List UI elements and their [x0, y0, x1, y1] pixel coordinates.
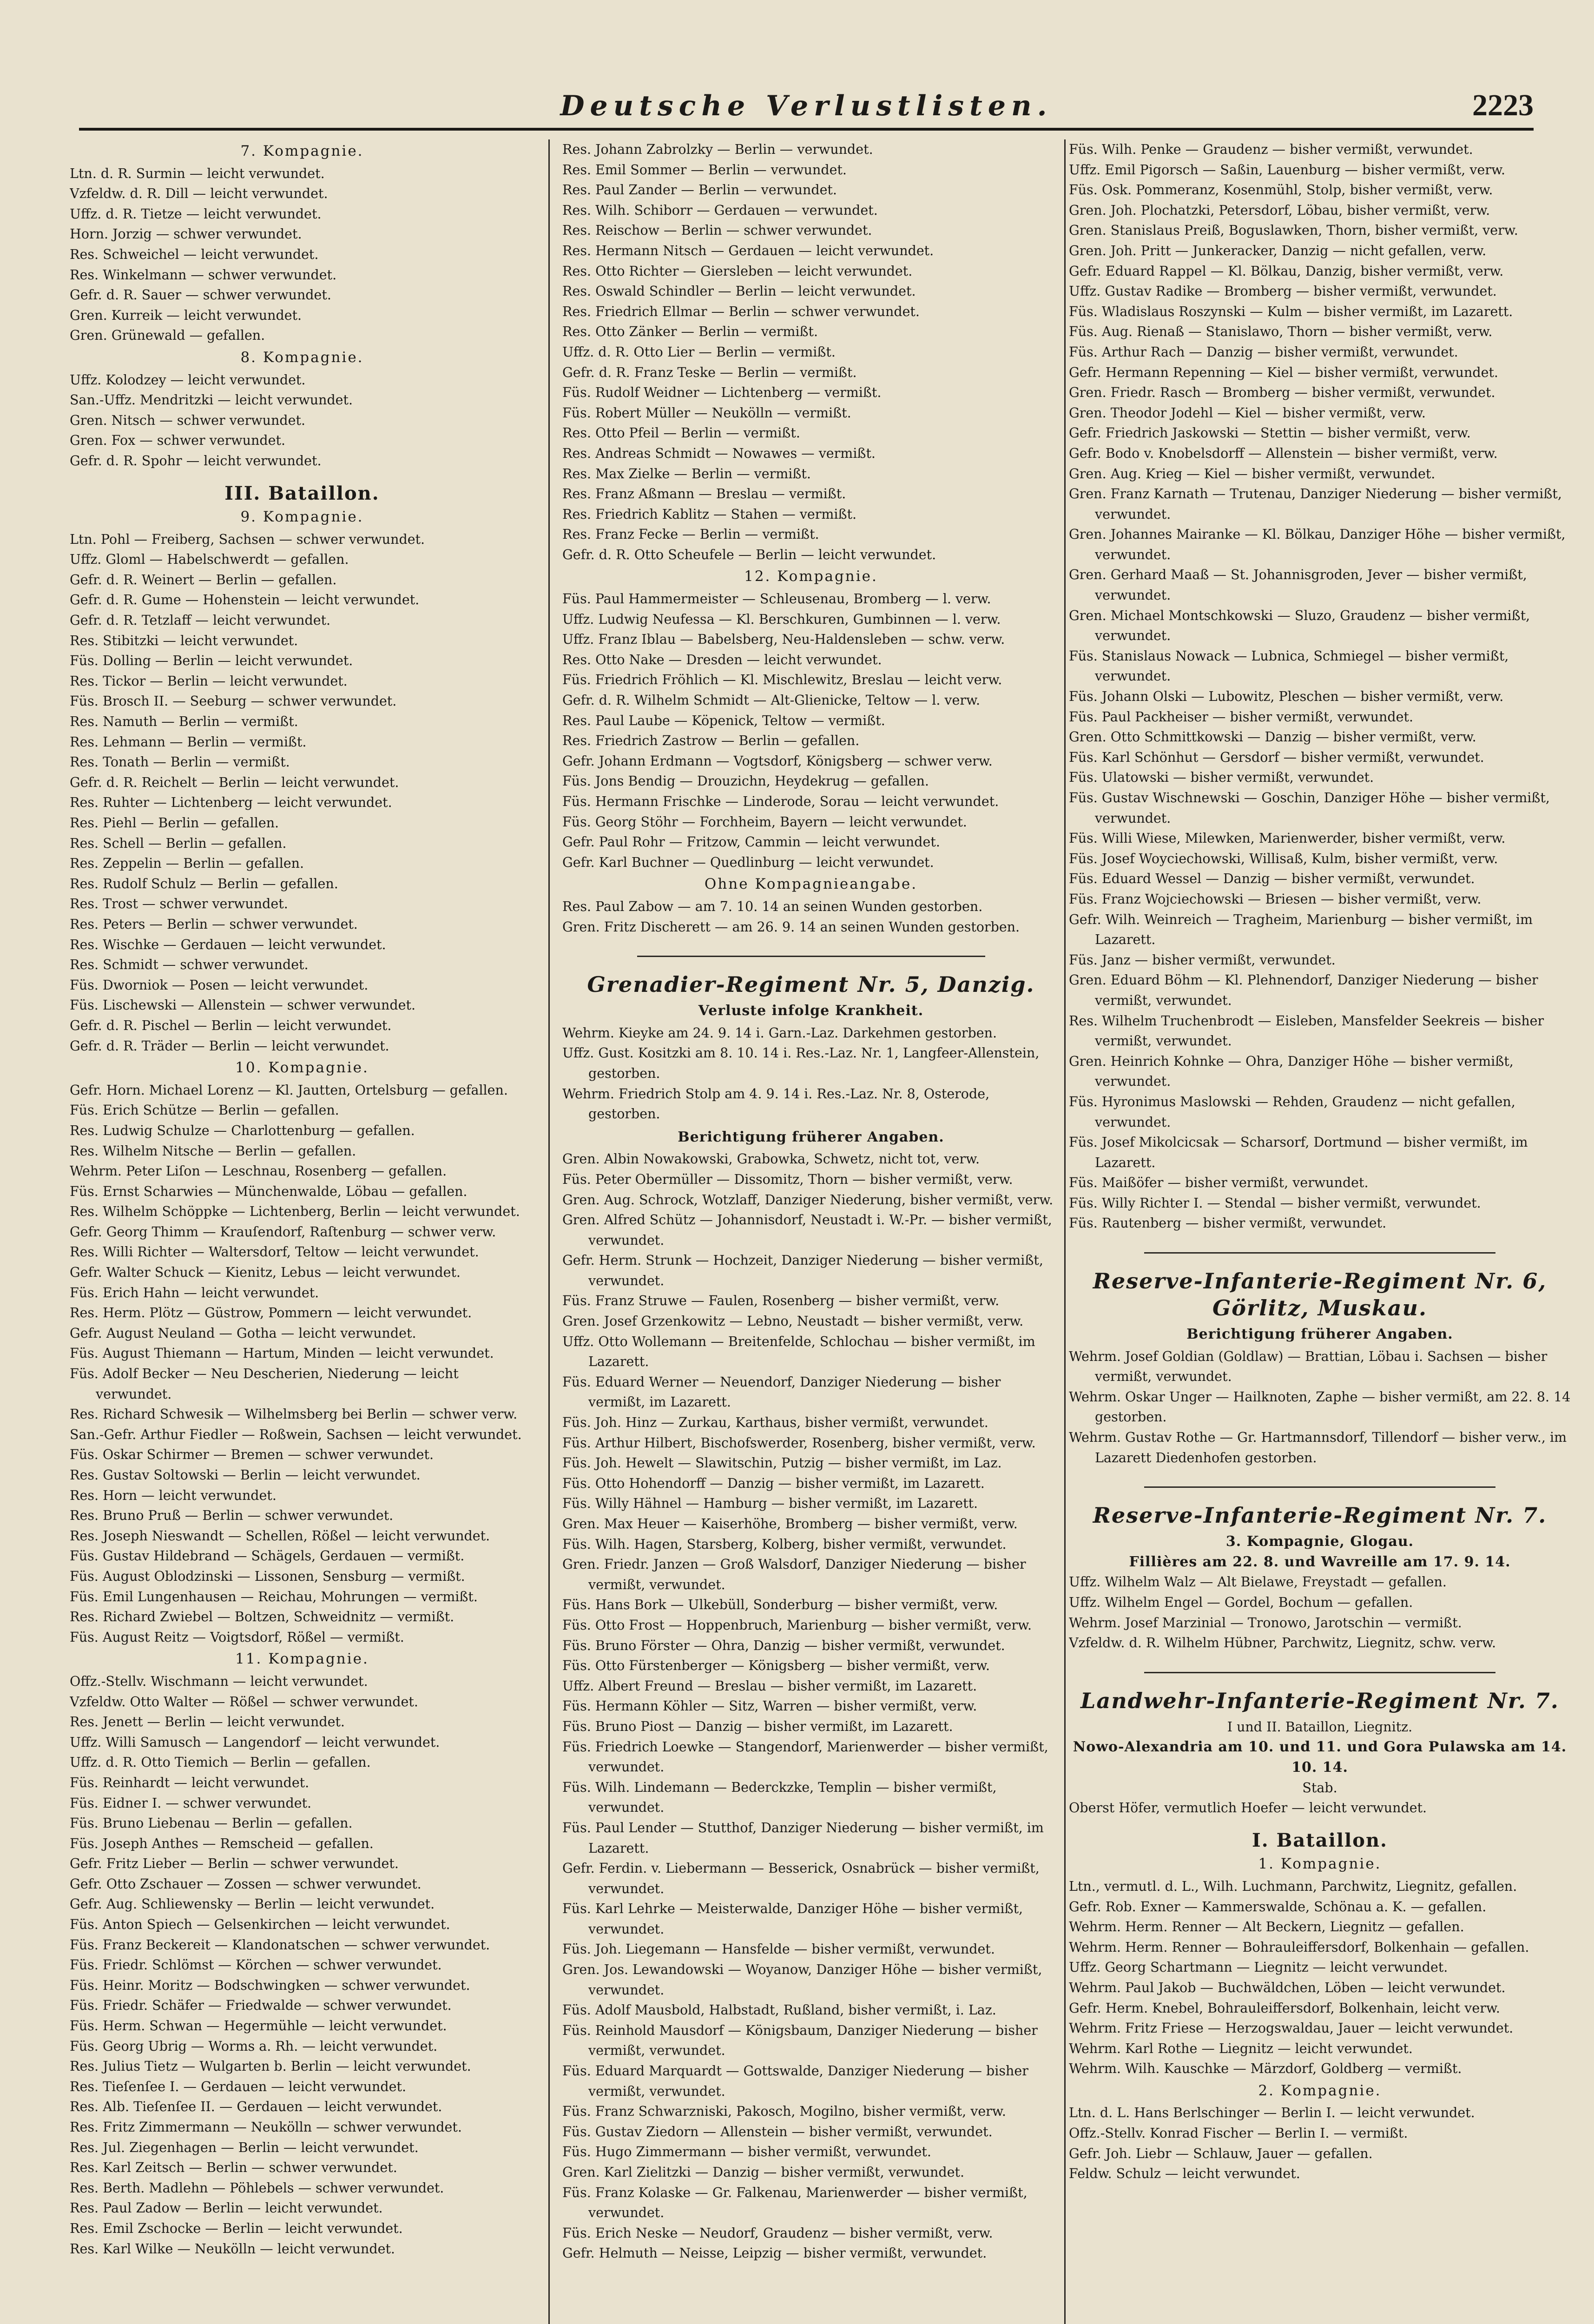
casualty-entry: Gren. Otto Schmittkowski — Danzig — bisher vermißt, verw. — [1069, 729, 1476, 745]
location-line: 3. Kompagnie, Glogau. — [1225, 1533, 1414, 1550]
casualty-entry: Res. Alb. Tieſenſee II. — Gerdauen — leicht verwundet. — [70, 2099, 442, 2115]
casualty-entry: Gren. Albin Nowakowski, Grabowka, Schwetz, nicht tot, verw. — [562, 1151, 980, 1167]
casualty-entry: Wehrm. Paul Jakob — Buchwäldchen, Löben — leicht verwundet. — [1069, 1980, 1506, 1995]
casualty-entry: Ltn. Pohl — Freiberg, Sachsen — schwer verwundet. — [70, 531, 425, 547]
casualty-entry: Gefr. Rob. Exner — Kammerswalde, Schönau a. K. — gefallen. — [1069, 1899, 1487, 1915]
casualty-entry: Res. Tonath — Berlin — vermißt. — [70, 754, 290, 770]
casualty-entry: Gren. Max Heuer — Kaiserhöhe, Bromberg — bisher vermißt, verw. — [562, 1516, 1018, 1532]
casualty-entry: Füs. Reinhold Mausdorf — Königsbaum, Danziger Niederung — bisher vermißt, verwundet. — [562, 2022, 1038, 2059]
casualty-entry: Gren. Heinrich Kohnke — Ohra, Danziger Höhe — bisher vermißt, verwundet. — [1069, 1053, 1514, 1089]
casualty-entry: Füs. Franz Schwarzniski, Pakosch, Mogilno, bisher vermißt, verw. — [562, 2104, 1006, 2119]
casualty-entry: Res. Hermann Nitsch — Gerdauen — leicht verwundet. — [562, 243, 934, 258]
casualty-entry: Gren. Franz Karnath — Trutenau, Danziger Niederung — bisher vermißt, verwundet. — [1069, 486, 1562, 522]
casualty-entry: Gren. Fox — schwer verwundet. — [70, 433, 286, 449]
casualty-entry: Füs. Robert Müller — Neukölln — vermißt. — [562, 405, 851, 421]
casualty-entry: Res. Otto Nake — Dresden — leicht verwundet. — [562, 652, 882, 667]
casualty-entry: Uffz. Franz Iblau — Babelsberg, Neu-Haldensleben — schw. verw. — [562, 632, 1005, 647]
company-heading: 7. Kompagnie. — [240, 143, 364, 159]
casualty-entry: Gren. Aug. Krieg — Kiel — bisher vermißt, verwundet. — [1069, 466, 1436, 482]
casualty-entry: Gren. Friedr. Janzen — Groß Walsdorf, Danziger Niederung — bisher vermißt, verwundet. — [562, 1557, 1026, 1592]
casualty-entry: Füs. Brosch II. — Seeburg — schwer verwundet. — [70, 693, 397, 709]
location-line: Fillières am 22. 8. und Wavreille am 17. 9. 14. — [1129, 1553, 1511, 1570]
regiment-heading: Landwehr-Infanterie-Regiment Nr. 7. — [1080, 1688, 1559, 1713]
casualty-entry: Uffz. Gust. Kositzki am 8. 10. 14 i. Res.-Laz. Nr. 1, Langfeer-Allenstein, gestorben. — [562, 1045, 1040, 1081]
casualty-entry: Gefr. Walter Schuck — Kienitz, Lebus — leicht verwundet. — [70, 1265, 461, 1281]
casualty-entry: Res. Zeppelin — Berlin — gefallen. — [70, 856, 304, 872]
company-heading: 1. Kompagnie. — [1258, 1855, 1382, 1873]
casualty-entry: Füs. Franz Struwe — Faulen, Rosenberg — bisher vermißt, verw. — [562, 1293, 1000, 1309]
casualty-entry: Füs. Wilh. Penke — Graudenz — bisher vermißt, verwundet. — [1069, 142, 1473, 157]
casualty-entry: Füs. Karl Schönhut — Gersdorf — bisher vermißt, verwundet. — [1069, 749, 1484, 765]
casualty-entry: Gren. Johannes Mairanke — Kl. Bölkau, Danziger Höhe — bisher vermißt, verwundet. — [1069, 527, 1566, 562]
casualty-entry: Füs. Eduard Wessel — Danzig — bisher vermißt, verwundet. — [1069, 871, 1475, 887]
casualty-entry: Füs. Josef Mikolcicsak — Scharsorf, Dortmund — bisher vermißt, im Lazarett. — [1069, 1135, 1528, 1170]
casualty-entry: Füs. Oskar Schirmer — Bremen — schwer verwundet. — [70, 1447, 434, 1463]
casualty-entry: Res. Tickor — Berlin — leicht verwundet. — [70, 673, 348, 689]
casualty-entry: Füs. Ernst Scharwies — Münchenwalde, Löbau — gefallen. — [70, 1183, 468, 1199]
location-line: Nowo-Alexandria am 10. und 11. und Gora Pulawska am 14. 10. 14. — [1073, 1739, 1567, 1776]
casualty-entry: Res. Otto Richter — Giersleben — leicht verwundet. — [562, 263, 913, 279]
casualty-entry: Gefr. Johann Erdmann — Vogtsdorf, Königsberg — schwer verw. — [562, 753, 993, 769]
casualty-entry: Res. Friedrich Zastrow — Berlin — gefallen. — [562, 733, 860, 749]
casualty-entry: Ltn. d. R. Surmin — leicht verwundet. — [70, 165, 325, 181]
casualty-entry: Wehrm. Friedrich Stolp am 4. 9. 14 i. Res.-Laz. Nr. 8, Osterode, gestorben. — [562, 1086, 990, 1122]
casualty-entry: Ltn., vermutl. d. L., Wilh. Luchmann, Parchwitz, Liegnitz, gefallen. — [1069, 1878, 1517, 1894]
casualty-entry: Res. Andreas Schmidt — Nowawes — vermißt. — [562, 445, 876, 461]
casualty-entry: Gren. Gerhard Maaß — St. Johannisgroden, Jever — bisher vermißt, verwundet. — [1069, 567, 1527, 603]
casualty-entry: Füs. Johann Olski — Lubowitz, Pleschen — bisher vermißt, verw. — [1069, 689, 1504, 705]
casualty-entry: Res. Lehmann — Berlin — vermißt. — [70, 734, 307, 750]
casualty-entry: Uffz. d. R. Tietze — leicht verwundet. — [70, 206, 322, 222]
casualty-entry: Füs. August Reitz — Voigtsdorf, Rößel — vermißt. — [70, 1629, 404, 1645]
casualty-entry: Wehrm. Karl Rothe — Liegnitz — leicht verwundet. — [1069, 2040, 1413, 2056]
casualty-entry: Füs. Franz Beckereit — Klandonatschen — schwer verwundet. — [70, 1937, 490, 1953]
casualty-entry: Füs. Gustav Hildebrand — Schägels, Gerdauen — vermißt. — [70, 1548, 465, 1564]
casualty-entry: Res. Richard Schwesik — Wilhelmsberg bei Berlin — schwer verw. — [70, 1406, 518, 1422]
casualty-entry: Füs. Erich Hahn — leicht verwundet. — [70, 1285, 319, 1301]
casualty-entry: Füs. Paul Lender — Stutthof, Danziger Niederung — bisher vermißt, im Lazarett. — [562, 1820, 1044, 1856]
casualty-entry: Uffz. Ludwig Neufessa — Kl. Berschkuren, Gumbinnen — l. verw. — [562, 611, 1001, 627]
casualty-entry: Res. Rudolf Schulz — Berlin — gefallen. — [70, 876, 338, 891]
casualty-entry: Res. Willi Richter — Waltersdorf, Teltow — leicht verwundet. — [70, 1244, 479, 1260]
casualty-entry: Gefr. Friedrich Jaskowski — Stettin — bisher vermißt, verw. — [1069, 425, 1471, 441]
casualty-entry: Füs. Paul Packheiser — bisher vermißt, verwundet. — [1069, 709, 1414, 725]
casualty-entry: Res. Peters — Berlin — schwer verwundet. — [70, 916, 358, 932]
casualty-entry: Res. Herm. Plötz — Güstrow, Pommern — leicht verwundet. — [70, 1305, 472, 1321]
casualty-entry: Res. Reischow — Berlin — schwer verwundet. — [562, 223, 872, 238]
company-heading: 10. Kompagnie. — [235, 1059, 369, 1076]
casualty-entry: Füs. Willy Richter I. — Stendal — bisher vermißt, verwundet. — [1069, 1195, 1481, 1211]
casualty-entry: Res. Friedrich Ellmar — Berlin — schwer verwundet. — [562, 304, 920, 319]
casualty-entry: San.-Gefr. Arthur Fiedler — Roßwein, Sachsen — leicht verwundet. — [70, 1426, 522, 1442]
casualty-entry: Res. Wilhelm Nitsche — Berlin — gefallen. — [70, 1143, 356, 1159]
casualty-entry: Füs. Otto Hohendorff — Danzig — bisher vermißt, im Lazarett. — [562, 1475, 985, 1491]
casualty-entry: Res. Berth. Madlehn — Pöhlebels — schwer verwundet. — [70, 2180, 444, 2196]
casualty-entry: Füs. Arthur Hilbert, Bischofswerder, Rosenberg, bisher vermißt, verw. — [562, 1435, 1036, 1451]
casualty-entry: Füs. Gustav Ziedorn — Allenstein — bisher vermißt, verwundet. — [562, 2124, 993, 2139]
casualty-entry: Gren. Fritz Discherett — am 26. 9. 14 an seinen Wunden gestorben. — [562, 919, 1020, 935]
casualty-entry: Füs. Herm. Schwan — Hegermühle — leicht verwundet. — [70, 2018, 447, 2034]
casualty-entry: Füs. Eduard Marquardt — Gottswalde, Danziger Niederung — bisher vermißt, verwundet. — [562, 2063, 1028, 2099]
casualty-entry: Füs. Hermann Frischke — Linderode, Sorau — leicht verwundet. — [562, 794, 999, 809]
casualty-entry: Res. Johann Zabrolzky — Berlin — verwundet. — [562, 142, 873, 157]
casualty-entry: Füs. Friedrich Loewke — Stangendorf, Marienwerder — bisher vermißt, verwundet. — [562, 1739, 1048, 1775]
casualty-entry: Uffz. Wilhelm Engel — Gordel, Bochum — gefallen. — [1069, 1595, 1413, 1610]
regiment-heading: Reserve-Infanterie-Regiment Nr. 7. — [1093, 1503, 1547, 1528]
casualty-entry: Füs. Joseph Anthes — Remscheid — gefallen. — [70, 1835, 374, 1851]
casualty-entry: Res. Jul. Ziegenhagen — Berlin — leicht verwundet. — [70, 2139, 419, 2155]
casualty-entry: Ltn. d. L. Hans Berlschinger — Berlin I. — leicht verwundet. — [1069, 2105, 1475, 2121]
casualty-entry: Uffz. d. R. Otto Tiemich — Berlin — gefallen. — [70, 1755, 371, 1770]
column-3 — [1069, 139, 1571, 2324]
casualty-entry: Uffz. d. R. Otto Lier — Berlin — vermißt. — [562, 344, 836, 360]
casualty-entry: Gren. Michael Montschkowski — Sluzo, Graudenz — bisher vermißt, verwundet. — [1069, 607, 1530, 644]
casualty-entry: Gefr. Bodo v. Knobelsdorff — Allenstein — bisher vermißt, verw. — [1069, 445, 1498, 461]
casualty-entry: Res. Trost — schwer verwundet. — [70, 896, 288, 912]
casualty-entry: Uffz. Willi Samusch — Langendorf — leicht verwundet. — [70, 1734, 440, 1750]
casualty-entry: Res. Paul Zadow — Berlin — leicht verwundet. — [70, 2200, 383, 2216]
casualty-entry: Füs. Joh. Hewelt — Slawitschin, Putzig — bisher vermißt, im Laz. — [562, 1455, 1002, 1471]
casualty-entry: Füs. Georg Stöhr — Forchheim, Bayern — leicht verwundet. — [562, 814, 967, 830]
casualty-entry: Gefr. Wilh. Weinreich — Tragheim, Marienburg — bisher vermißt, im Lazarett. — [1069, 911, 1533, 948]
battalion-heading: I. Bataillon. — [1252, 1829, 1388, 1851]
casualty-entry: Res. Jenett — Berlin — leicht verwundet. — [70, 1714, 345, 1730]
casualty-entry: Füs. Erich Schütze — Berlin — gefallen. — [70, 1103, 339, 1118]
casualty-entry: Füs. Lischewski — Allenstein — schwer verwundet. — [70, 997, 416, 1013]
casualty-entry: Füs. Adolf Mausbold, Halbstadt, Rußland, bisher vermißt, i. Laz. — [562, 2002, 996, 2018]
casualty-entry: Gefr. d. R. Tetzlaff — leicht verwundet. — [70, 613, 331, 628]
casualty-entry: Gefr. d. R. Otto Scheufele — Berlin — leicht verwundet. — [562, 547, 936, 562]
casualty-entry: Füs. Ulatowski — bisher vermißt, verwundet. — [1069, 770, 1374, 786]
section-divider — [637, 956, 985, 957]
casualty-entry: Gefr. d. R. Gume — Hohenstein — leicht verwundet. — [70, 592, 420, 608]
casualty-entry: Füs. Bruno Piost — Danzig — bisher vermißt, im Lazarett. — [562, 1718, 953, 1734]
page-number: 2223 — [1472, 88, 1534, 122]
casualty-entry: Füs. Reinhardt — leicht verwundet. — [70, 1775, 310, 1790]
casualty-entry: Res. Fritz Zimmermann — Neukölln — schwer verwundet. — [70, 2119, 462, 2135]
casualty-entry: Füs. Heinr. Moritz — Bodschwingken — schwer verwundet. — [70, 1977, 470, 1993]
company-heading: 9. Kompagnie. — [240, 508, 364, 526]
casualty-entry: Res. Emil Sommer — Berlin — verwundet. — [562, 162, 847, 178]
casualty-entry: Res. Piehl — Berlin — gefallen. — [70, 815, 279, 831]
casualty-entry: Füs. Arthur Rach — Danzig — bisher vermißt, verwundet. — [1069, 344, 1458, 360]
casualty-entry: Füs. Maißöfer — bisher vermißt, verwundet. — [1069, 1175, 1369, 1191]
casualty-entry: Res. Franz Fecke — Berlin — vermißt. — [562, 527, 819, 542]
casualty-entry: Füs. Friedrich Fröhlich — Kl. Mischlewitz, Breslau — leicht verw. — [562, 672, 1002, 688]
casualty-entry: Offz.-Stellv. Konrad Fischer — Berlin I. — vermißt. — [1069, 2126, 1408, 2141]
casualty-entry: Gefr. Herm. Knebel, Bohrauleiffersdorf, Bolkenhain, leicht verw. — [1069, 2000, 1500, 2016]
casualty-entry: Gefr. Horn. Michael Lorenz — Kl. Jautten, Ortelsburg — gefallen. — [70, 1082, 508, 1098]
casualty-entry: Gefr. d. R. Wilhelm Schmidt — Alt-Glienicke, Teltow — l. verw. — [562, 693, 981, 708]
casualty-entry: Uffz. Kolodzey — leicht verwundet. — [70, 372, 306, 388]
casualty-entry: Füs. Otto Fürstenberger — Königsberg — bisher vermißt, verw. — [562, 1658, 990, 1674]
casualty-entry: Res. Paul Zabow — am 7. 10. 14 an seinen Wunden gestorben. — [562, 898, 983, 914]
casualty-entry: Res. Schell — Berlin — gefallen. — [70, 835, 287, 851]
casualty-entry: Gefr. Herm. Strunk — Hochzeit, Danziger Niederung — bisher vermißt, verwundet. — [562, 1253, 1043, 1288]
company-heading: 12. Kompagnie. — [744, 568, 878, 585]
casualty-entry: Füs. Peter Obermüller — Dissomitz, Thorn — bisher vermißt, verw. — [562, 1171, 1013, 1187]
casualty-entry: Res. Oswald Schindler — Berlin — leicht verwundet. — [562, 284, 916, 299]
casualty-entry: Res. Otto Zänker — Berlin — vermißt. — [562, 324, 818, 340]
section-divider — [1144, 1252, 1495, 1254]
casualty-entry: Uffz. Otto Wollemann — Breitenfelde, Schlochau — bisher vermißt, im Lazarett. — [562, 1334, 1035, 1370]
casualty-entry: Res. Stibitzki — leicht verwundet. — [70, 633, 298, 648]
section-heading: Berichtigung früherer Angaben. — [678, 1129, 944, 1145]
casualty-entry: Wehrm. Peter Liſon — Leschnau, Rosenberg — gefallen. — [70, 1163, 447, 1179]
casualty-entry: Uffz. Gustav Radike — Bromberg — bisher vermißt, verwundet. — [1069, 284, 1497, 299]
casualty-entry: Gren. Karl Zielitzki — Danzig — bisher vermißt, verwundet. — [562, 2165, 965, 2180]
section-divider — [1144, 1486, 1495, 1488]
casualty-entry: Füs. Josef Woyciechowski, Willisaß, Kulm, bisher vermißt, verw. — [1069, 851, 1498, 866]
casualty-entry: Vzfeldw. d. R. Dill — leicht verwundet. — [70, 186, 328, 202]
casualty-entry: Gefr. d. R. Weinert — Berlin — gefallen. — [70, 572, 337, 588]
casualty-entry: Wehrm. Fritz Friese — Herzogswaldau, Jauer — leicht verwundet. — [1069, 2020, 1514, 2036]
casualty-entry: Res. Wilhelm Truchenbrodt — Eisleben, Mansfelder Seekreis — bisher vermißt, verwundet. — [1069, 1013, 1544, 1049]
casualty-entry: Füs. Joh. Hinz — Zurkau, Karthaus, bisher vermißt, verwundet. — [562, 1415, 988, 1431]
casualty-entry: Gren. Joh. Pritt — Junkeracker, Danzig — nicht gefallen, verw. — [1069, 243, 1487, 258]
casualty-entry: Wehrm. Wilh. Kauschke — Märzdorf, Goldberg — vermißt. — [1069, 2061, 1462, 2077]
casualty-entry: Gren. Eduard Böhm — Kl. Plehnendorf, Danziger Niederung — bisher vermißt, verwundet. — [1069, 972, 1538, 1008]
casualty-entry: Oberst Höfer, vermutlich Hoefer — leicht verwundet. — [1069, 1800, 1427, 1816]
casualty-entry: Res. Richard Zwiebel — Boltzen, Schweidnitz — vermißt. — [70, 1609, 454, 1625]
casualty-entry: Res. Tieſenſee I. — Gerdauen — leicht verwundet. — [70, 2079, 407, 2094]
casualty-entry: Res. Schmidt — schwer verwundet. — [70, 957, 309, 973]
casualty-entry: Füs. Jons Bendig — Drouzichn, Heydekrug — gefallen. — [562, 773, 929, 789]
casualty-entry: Offz.-Stellv. Wischmann — leicht verwundet. — [70, 1673, 368, 1689]
casualty-entry: Füs. Erich Neske — Neudorf, Graudenz — bisher vermißt, verw. — [562, 2225, 993, 2241]
casualty-entry: Res. Bruno Pruß — Berlin — schwer verwundet. — [70, 1508, 394, 1524]
casualty-entry: Horn. Jorzig — schwer verwundet. — [70, 226, 302, 242]
casualty-entry: Res. Emil Zschocke — Berlin — leicht verwundet. — [70, 2220, 403, 2236]
section-heading: Berichtigung früherer Angaben. — [1186, 1326, 1453, 1343]
casualty-entry: Res. Franz Aßmann — Breslau — vermißt. — [562, 486, 846, 502]
casualty-entry: Uffz. Albert Freund — Breslau — bisher vermißt, im Lazarett. — [562, 1678, 977, 1694]
casualty-entry: Res. Friedrich Kablitz — Stahen — vermißt. — [562, 506, 857, 522]
casualty-entry: Füs. Janz — bisher vermißt, verwundet. — [1069, 952, 1336, 968]
company-heading: 11. Kompagnie. — [235, 1651, 369, 1668]
casualty-entry: Res. Gustav Soltowski — Berlin — leicht verwundet. — [70, 1467, 421, 1483]
casualty-entry: Füs. Georg Ubrig — Worms a. Rh. — leicht verwundet. — [70, 2038, 438, 2054]
casualty-entry: Res. Schweichel — leicht verwundet. — [70, 246, 319, 262]
casualty-entry: Res. Ruhter — Lichtenberg — leicht verwundet. — [70, 795, 392, 811]
casualty-entry: Res. Paul Zander — Berlin — verwundet. — [562, 182, 837, 198]
regiment-heading: Grenadier-Regiment Nr. 5, Danzig. — [587, 972, 1035, 997]
casualty-entry: Wehrm. Kieyke am 24. 9. 14 i. Garn.-Laz. Darkehmen gestorben. — [562, 1025, 997, 1041]
casualty-entry: Füs. Bruno Liebenau — Berlin — gefallen. — [70, 1816, 353, 1831]
section-heading: Verluste infolge Krankheit. — [698, 1003, 924, 1019]
casualty-entry: Res. Wilh. Schiborr — Gerdauen — verwundet. — [562, 202, 878, 218]
casualty-entry: Res. Karl Zeitsch — Berlin — schwer verwundet. — [70, 2160, 397, 2176]
casualty-entry: Gefr. Joh. Liebr — Schlauw, Jauer — gefallen. — [1069, 2146, 1373, 2161]
casualty-entry: Gefr. August Neuland — Gotha — leicht verwundet. — [70, 1325, 416, 1341]
casualty-entry: San.-Uffz. Mendritzki — leicht verwundet. — [70, 392, 353, 408]
casualty-entry: Füs. Paul Hammermeister — Schleusenau, Bromberg — l. verw. — [562, 591, 991, 607]
casualty-entry: Füs. Hermann Köhler — Sitz, Warren — bisher vermißt, verw. — [562, 1698, 977, 1714]
casualty-entry: Res. Namuth — Berlin — vermißt. — [70, 714, 298, 730]
casualty-entry: Gren. Nitsch — schwer verwundet. — [70, 412, 306, 428]
casualty-entry: Res. Max Zielke — Berlin — vermißt. — [562, 466, 811, 482]
column-2 — [562, 139, 1060, 2324]
casualty-entry: Füs. Wladislaus Roszynski — Kulm — bisher vermißt, im Lazarett. — [1069, 304, 1513, 319]
casualty-entry: Gefr. d. R. Sauer — schwer verwundet. — [70, 287, 331, 303]
casualty-entry: Gefr. d. R. Pischel — Berlin — leicht verwundet. — [70, 1017, 392, 1033]
casualty-entry: Vzfeldw. Otto Walter — Rößel — schwer verwundet. — [70, 1694, 418, 1710]
casualty-entry: Wehrm. Oskar Unger — Hailknoten, Zaphe — bisher vermißt, am 22. 8. 14 gestorben. — [1069, 1389, 1571, 1425]
casualty-entry: Res. Otto Pfeil — Berlin — vermißt. — [562, 425, 800, 441]
casualty-entry: Gefr. Aug. Schliewensky — Berlin — leicht verwundet. — [70, 1896, 435, 1912]
battalion-heading: III. Bataillon. — [224, 482, 380, 504]
column-divider — [548, 139, 550, 2324]
casualty-entry: Gefr. Eduard Rappel — Kl. Bölkau, Danzig, bisher vermißt, verw. — [1069, 263, 1504, 279]
casualty-entry: Füs. Wilh. Hagen, Starsberg, Kolberg, bisher vermißt, verwundet. — [562, 1536, 1007, 1552]
casualty-entry: Füs. Gustav Wischnewski — Goschin, Danziger Höhe — bisher vermißt, verwundet. — [1069, 790, 1550, 826]
casualty-entry: Gefr. Georg Thimm — Krauſendorf, Raſtenburg — schwer verw. — [70, 1224, 496, 1240]
column-divider — [1064, 139, 1066, 2324]
casualty-entry: Füs. Karl Lehrke — Meisterwalde, Danziger Höhe — bisher vermißt, verwundet. — [562, 1901, 1023, 1937]
casualty-entry: Uffz. Wilhelm Walz — Alt Bielawe, Freystadt — gefallen. — [1069, 1574, 1447, 1590]
casualty-entry: Gren. Friedr. Rasch — Bromberg — bisher vermißt, verwundet. — [1069, 385, 1495, 401]
casualty-entry: Füs. Eidner I. — schwer verwundet. — [70, 1795, 312, 1811]
casualty-entry: Wehrm. Josef Marzinial — Tronowo, Jarotschin — vermißt. — [1069, 1615, 1462, 1631]
casualty-entry: Gefr. d. R. Spohr — leicht verwundet. — [70, 453, 322, 469]
casualty-entry: Res. Wischke — Gerdauen — leicht verwundet. — [70, 937, 386, 952]
casualty-entry: Gren. Joh. Plochatzki, Petersdorf, Löbau, bisher vermißt, verw. — [1069, 202, 1490, 218]
casualty-entry: Füs. Rautenberg — bisher vermißt, verwundet. — [1069, 1215, 1387, 1231]
casualty-entry: Res. Ludwig Schulze — Charlottenburg — gefallen. — [70, 1122, 415, 1138]
casualty-entry: Füs. Osk. Pommeranz, Kosenmühl, Stolp, bisher vermißt, verw. — [1069, 182, 1493, 198]
casualty-entry: Res. Horn — leicht verwundet. — [70, 1487, 277, 1503]
casualty-entry: Füs. Hugo Zimmermann — bisher vermißt, verwundet. — [562, 2144, 931, 2160]
casualty-entry: Wehrm. Gustav Rothe — Gr. Hartmannsdorf, Tillendorf — bisher verw., im Lazarett Diedenhofen gestorben. — [1069, 1430, 1567, 1466]
casualty-entry: Füs. Franz Wojciechowski — Briesen — bisher vermißt, verw. — [1069, 891, 1482, 907]
casualty-entry: Gefr. Helmuth — Neisse, Leipzig — bisher vermißt, verwundet. — [562, 2245, 987, 2261]
casualty-entry: Gefr. Hermann Repenning — Kiel — bisher vermißt, verwundet. — [1069, 364, 1498, 380]
casualty-entry: Füs. Willy Hähnel — Hamburg — bisher vermißt, im Lazarett. — [562, 1496, 978, 1512]
column-1 — [70, 139, 534, 2324]
casualty-entry: Uffz. Georg Schartmann — Liegnitz — leicht verwundet. — [1069, 1960, 1448, 1975]
casualty-entry: Füs. Franz Kolaske — Gr. Falkenau, Marienwerder — bisher vermißt, verwundet. — [562, 2185, 1028, 2221]
casualty-entry: Res. Joseph Nieswandt — Schellen, Rößel — leicht verwundet. — [70, 1528, 490, 1544]
casualty-entry: Füs. Aug. Rienaß — Stanislawo, Thorn — bisher vermißt, verw. — [1069, 324, 1493, 340]
casualty-entry: Gefr. Ferdin. v. Liebermann — Besserick, Osnabrück — bisher vermißt, verwundet. — [562, 1861, 1040, 1896]
casualty-entry: Wehrm. Herm. Renner — Alt Beckern, Liegnitz — gefallen. — [1069, 1919, 1464, 1935]
casualty-entry: Füs. August Thiemann — Hartum, Minden — leicht verwundet. — [70, 1346, 494, 1361]
centered-line: Stab. — [1302, 1780, 1337, 1796]
casualty-entry: Gefr. Otto Zschauer — Zossen — schwer verwundet. — [70, 1876, 422, 1892]
casualty-entry: Füs. Dworniok — Posen — leicht verwundet. — [70, 977, 369, 993]
casualty-entry: Gren. Alfred Schütz — Johannisdorf, Neustadt i. W.-Pr. — bisher vermißt, verwundet. — [562, 1212, 1052, 1248]
casualty-entry: Füs. Stanislaus Nowack — Lubnica, Schmiegel — bisher vermißt, verwundet. — [1069, 648, 1509, 684]
casualty-entry: Gren. Grünewald — gefallen. — [70, 328, 265, 343]
casualty-entry: Gefr. Paul Rohr — Fritzow, Cammin — leicht verwundet. — [562, 834, 940, 850]
casualty-entry: Gefr. d. R. Träder — Berlin — leicht verwundet. — [70, 1038, 389, 1054]
casualty-entry: Füs. Willi Wiese, Milewken, Marienwerder, bisher vermißt, verw. — [1069, 831, 1506, 846]
casualty-entry: Füs. August Oblodzinski — Lissonen, Sensburg — vermißt. — [70, 1568, 465, 1584]
casualty-entry: Res. Karl Wilke — Neukölln — leicht verwundet. — [70, 2241, 395, 2257]
casualty-entry: Füs. Eduard Werner — Neuendorf, Danziger Niederung — bisher vermißt, im Lazarett. — [562, 1374, 1001, 1410]
casualty-entry: Füs. Friedr. Schlömst — Körchen — schwer verwundet. — [70, 1957, 442, 1973]
casualty-entry: Füs. Dolling — Berlin — leicht verwundet. — [70, 653, 353, 669]
casualty-entry: Gefr. Fritz Lieber — Berlin — schwer verwundet. — [70, 1856, 399, 1872]
casualty-entry: Gren. Theodor Jodehl — Kiel — bisher vermißt, verw. — [1069, 405, 1426, 421]
casualty-entry: Uffz. Emil Pigorsch — Saßin, Lauenburg — bisher vermißt, verw. — [1069, 162, 1506, 178]
casualty-entry: Feldw. Schulz — leicht verwundet. — [1069, 2166, 1300, 2182]
casualty-entry: Füs. Anton Spiech — Gelsenkirchen — leicht verwundet. — [70, 1917, 450, 1933]
casualty-entry: Gren. Aug. Schrock, Wotzlaff, Danziger Niederung, bisher vermißt, verw. — [562, 1192, 1054, 1208]
casualty-entry: Füs. Hans Bork — Ulkebüll, Sonderburg — bisher vermißt, verw. — [562, 1597, 998, 1613]
casualty-entry: Wehrm. Josef Goldian (Goldlaw) — Brattian, Löbau i. Sachsen — bisher vermißt, verwundet. — [1069, 1348, 1548, 1385]
section-divider — [1144, 1672, 1495, 1673]
casualty-entry: Gefr. d. R. Franz Teske — Berlin — vermißt. — [562, 364, 857, 380]
casualty-entry: Gren. Jos. Lewandowski — Woyanow, Danziger Höhe — bisher vermißt, verwundet. — [562, 1962, 1042, 1998]
casualty-entry: Gren. Kurreik — leicht verwundet. — [70, 307, 302, 323]
casualty-entry: Füs. Wilh. Lindemann — Bederckzke, Templin — bisher vermißt, verwundet. — [562, 1779, 997, 1816]
casualty-entry: Vzfeldw. d. R. Wilhelm Hübner, Parchwitz, Liegnitz, schw. verw. — [1069, 1635, 1496, 1651]
casualty-entry: Res. Paul Laube — Köpenick, Teltow — vermißt. — [562, 713, 885, 728]
casualty-entry: Gefr. Karl Buchner — Quedlinburg — leicht verwundet. — [562, 854, 934, 870]
casualty-entry: Res. Wilhelm Schöppke — Lichtenberg, Berlin — leicht verwundet. — [70, 1204, 520, 1220]
company-heading: Ohne Kompagnieangabe. — [704, 876, 918, 893]
casualty-entry: Wehrm. Herm. Renner — Bohrauleiffersdorf, Bolkenhain — gefallen. — [1069, 1939, 1529, 1955]
regiment-heading: Reserve-Infanterie-Regiment Nr. 6, Görlitz, Muskau. — [1093, 1268, 1547, 1321]
casualty-entry: Gren. Josef Grzenkowitz — Lebno, Neustadt — bisher vermißt, verw. — [562, 1314, 1024, 1329]
company-heading: 2. Kompagnie. — [1258, 2082, 1382, 2099]
page-title: Deutsche Verlustlisten. — [560, 90, 1053, 122]
casualty-entry: Füs. Bruno Förster — Ohra, Danzig — bisher vermißt, verwundet. — [562, 1637, 1005, 1653]
casualty-entry: Füs. Adolf Becker — Neu Descherien, Niederung — leicht verwundet. — [70, 1366, 459, 1402]
casualty-entry: Füs. Joh. Liegemann — Hansfelde — bisher vermißt, verwundet. — [562, 1941, 995, 1957]
casualty-entry: Füs. Friedr. Schäfer — Friedwalde — schwer verwundet. — [70, 1998, 452, 2014]
casualty-entry: Uffz. Gloml — Habelschwerdt — gefallen. — [70, 552, 349, 568]
casualty-entry: Füs. Rudolf Weidner — Lichtenberg — vermißt. — [562, 385, 882, 401]
casualty-entry: Gefr. d. R. Reichelt — Berlin — leicht verwundet. — [70, 774, 399, 790]
casualty-entry: Res. Julius Tietz — Wulgarten b. Berlin — leicht verwundet. — [70, 2059, 471, 2074]
casualty-entry: Füs. Hyronimus Maslowski — Rehden, Graudenz — nicht gefallen, verwundet. — [1069, 1094, 1515, 1130]
centered-line: I und II. Bataillon, Liegnitz. — [1227, 1719, 1413, 1735]
running-head — [79, 86, 1534, 131]
company-heading: 8. Kompagnie. — [240, 349, 364, 366]
casualty-entry: Füs. Otto Frost — Hoppenbruch, Marienburg — bisher vermißt, verw. — [562, 1617, 1032, 1633]
casualty-entry: Gren. Stanislaus Preiß, Boguslawken, Thorn, bisher vermißt, verw. — [1069, 223, 1518, 238]
casualty-entry: Füs. Emil Lungenhausen — Reichau, Mohrungen — vermißt. — [70, 1589, 478, 1604]
casualty-entry: Res. Winkelmann — schwer verwundet. — [70, 267, 337, 283]
